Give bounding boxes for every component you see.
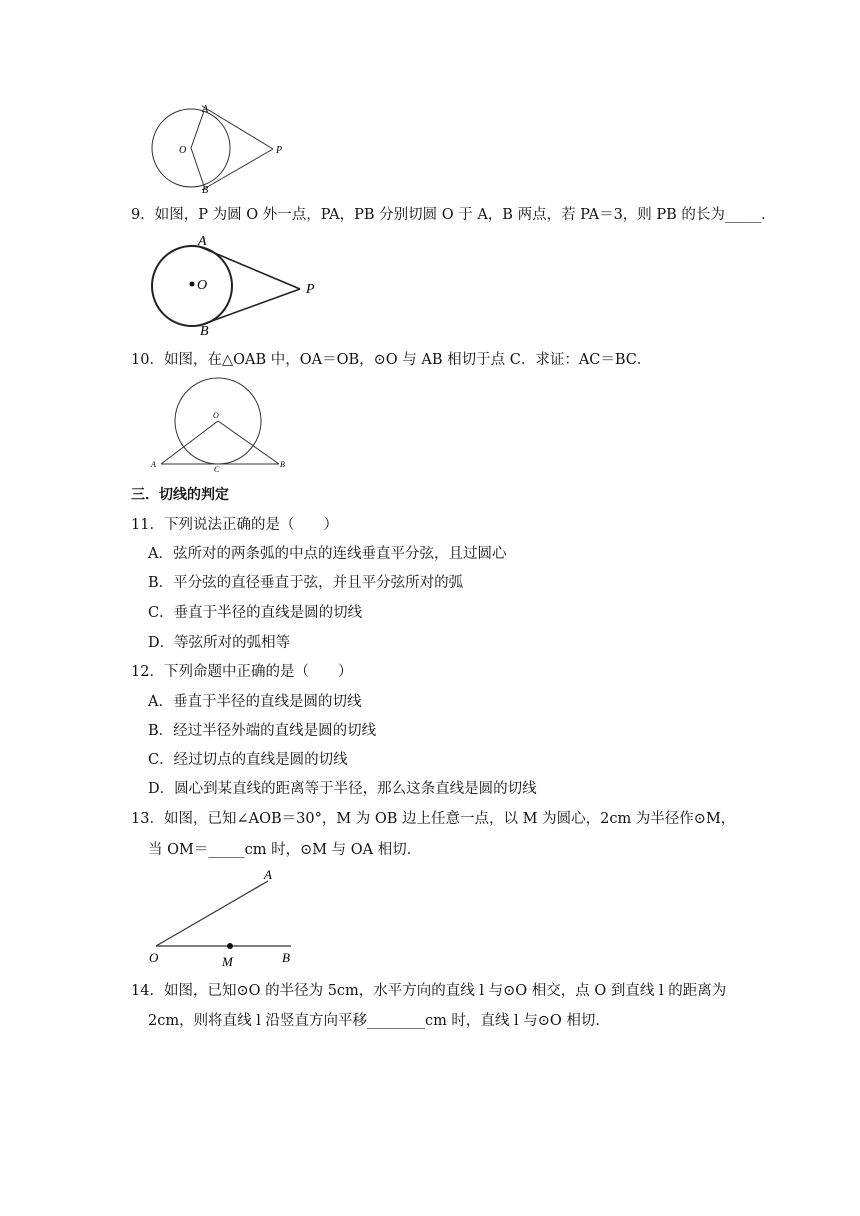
segment-oa xyxy=(161,421,218,464)
radius-ob xyxy=(191,148,204,186)
question-13-line-1: 13．如图，已知∠AOB＝30°，M 为 OB 边上任意一点，以 M 为圆心，2cm 为半径作⊙M， xyxy=(131,811,736,827)
ray-oa xyxy=(156,881,268,946)
center-dot xyxy=(190,282,195,287)
label-o: O xyxy=(149,950,159,965)
q12-option-a: A．垂直于半径的直线是圆的切线 xyxy=(148,694,362,710)
label-o: O xyxy=(197,278,208,293)
label-m: M xyxy=(222,954,233,969)
label-o: O xyxy=(179,145,187,156)
question-14-line-1: 14．如图，已知⊙O 的半径为 5cm，水平方向的直线 l 与⊙O 相交，点 O 到直线 l 的距离为 xyxy=(131,983,727,999)
figure-q13 xyxy=(146,864,306,972)
label-a: A xyxy=(264,867,272,882)
tangent-pa xyxy=(202,106,273,149)
segment-ob xyxy=(218,421,279,464)
figure-q10 xyxy=(148,376,294,472)
label-p: P xyxy=(306,282,315,297)
label-b: B xyxy=(282,950,290,965)
tangent-pb xyxy=(198,289,300,326)
label-a: A xyxy=(151,460,156,469)
question-9: 9．如图，P 为圆 O 外一点，PA，PB 分别切圆 O 于 A，B 两点，若 PA＝3，则 PB 的长为_____． xyxy=(131,207,776,223)
q11-option-b: B．平分弦的直径垂直于弦，并且平分弦所对的弧 xyxy=(148,575,464,591)
label-b: B xyxy=(200,324,209,336)
radius-oa xyxy=(191,111,204,148)
tangent-pb xyxy=(202,149,273,190)
label-c: C xyxy=(214,465,220,472)
label-b: B xyxy=(202,185,209,196)
section-title: 三．切线的判定 xyxy=(131,487,229,503)
q11-option-c: C．垂直于半径的直线是圆的切线 xyxy=(148,605,363,621)
label-b: B xyxy=(280,460,285,469)
question-10: 10．如图，在△OAB 中，OA＝OB，⊙O 与 AB 相切于点 C．求证：AC＝BC． xyxy=(131,352,652,368)
question-11-stem: 11．下列说法正确的是（ ） xyxy=(131,517,338,533)
q11-option-d: D．等弦所对的弧相等 xyxy=(148,635,291,651)
question-13-line-2: 当 OM＝_____cm 时，⊙M 与 OA 相切． xyxy=(148,842,422,858)
question-14-line-2: 2cm，则将直线 l 沿竖直方向平移________cm 时，直线 l 与⊙O 相切． xyxy=(148,1013,610,1029)
q12-option-d: D．圆心到某直线的距离等于半径，那么这条直线是圆的切线 xyxy=(148,781,537,797)
label-a: A xyxy=(198,234,207,249)
figure-q9 xyxy=(146,232,326,336)
label-p: P xyxy=(276,145,283,156)
q11-option-a: A．弦所对的两条弧的中点的连线垂直平分弦，且过圆心 xyxy=(148,546,507,562)
point-m xyxy=(227,943,233,949)
q12-option-c: C．经过切点的直线是圆的切线 xyxy=(148,752,348,768)
figure-q8 xyxy=(140,100,300,196)
q12-option-b: B．经过半径外端的直线是圆的切线 xyxy=(148,723,377,739)
question-12-stem: 12．下列命题中正确的是（ ） xyxy=(131,664,353,680)
tangent-pa xyxy=(198,246,300,289)
label-o: O xyxy=(213,411,219,420)
label-a: A xyxy=(202,104,209,115)
